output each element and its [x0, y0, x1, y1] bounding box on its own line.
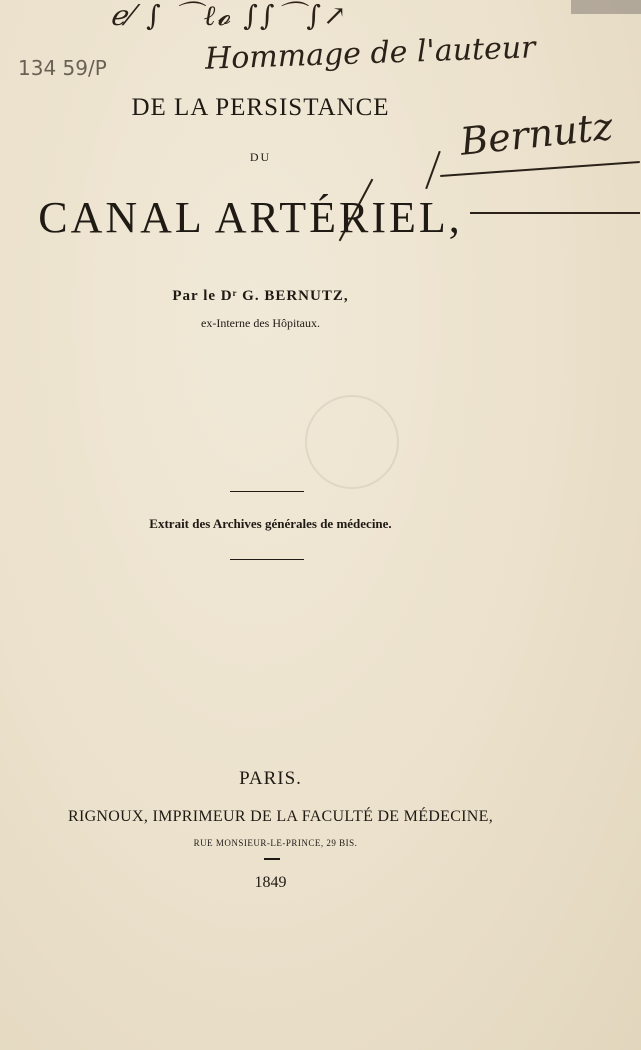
title-line-1: DE LA PERSISTANCE: [131, 94, 390, 121]
imprint-printer: RIGNOUX, IMPRIMEUR DE LA FACULTÉ DE MÉDECINE,: [67, 808, 494, 825]
imprint-street: RUE MONSIEUR-LE-PRINCE, 29 BIS.: [193, 838, 358, 848]
imprint-city: PARIS.: [239, 768, 302, 789]
corner-stain: [571, 0, 641, 14]
shelfmark: 134 59/P: [18, 56, 107, 80]
author-name: Par le Dʳ G. BERNUTZ,: [172, 288, 349, 304]
imprint-year: 1849: [254, 874, 287, 891]
divider: [264, 858, 280, 860]
handwritten-dedication: Hommage de l'auteur: [204, 30, 537, 77]
handwritten-dedication-top: ℯ⁄ ∫ ⌒ℓ𝓸 ∫∫⌒∫↗: [110, 0, 349, 32]
divider: [230, 559, 304, 560]
title-line-2: CANAL ARTÉRIEL,: [38, 193, 463, 242]
divider: [230, 491, 304, 492]
author-role: ex-Interne des Hôpitaux.: [201, 316, 320, 330]
faded-stamp: [305, 395, 399, 489]
handwritten-signature: Bernutz: [458, 104, 615, 164]
title-du: DU: [249, 150, 272, 164]
extract-note: Extrait des Archives générales de médecine.: [149, 516, 392, 531]
